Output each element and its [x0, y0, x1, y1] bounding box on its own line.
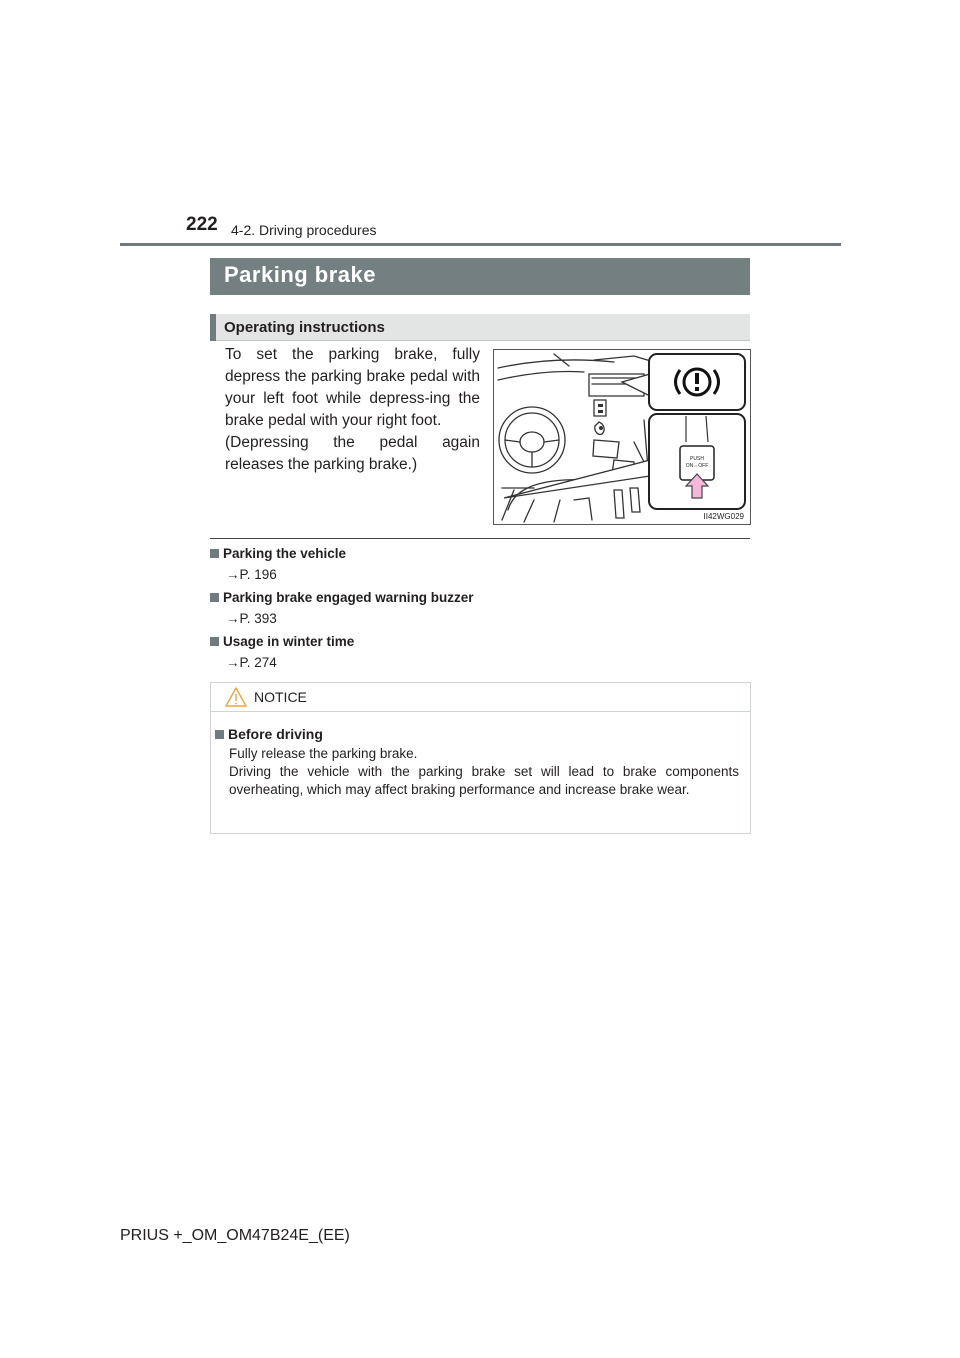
square-bullet-icon	[210, 593, 219, 602]
instruction-text	[225, 344, 480, 476]
figure-code: II42WG029	[703, 512, 744, 521]
note-heading-text: Parking the vehicle	[223, 546, 347, 561]
square-bullet-icon	[215, 730, 224, 739]
subheading-marker	[210, 314, 216, 341]
section-title-bar	[210, 258, 750, 295]
notice-divider	[211, 711, 750, 712]
square-bullet-icon	[210, 637, 219, 646]
notice-subheading	[215, 726, 323, 742]
notice-line: Driving the vehicle with the parking brake set will lead to brake components overheating, which may affect braking performance and increase brake wear.	[229, 764, 739, 797]
subheading: Operating instructions	[224, 319, 385, 336]
section-title: Parking brake	[224, 262, 377, 287]
pedal-label-push: PUSH	[690, 456, 704, 462]
pedal-label-onoff: ON⇔OFF	[685, 463, 709, 469]
header-rule	[120, 243, 841, 246]
notice-text	[229, 745, 739, 799]
dashboard-drawing	[494, 350, 750, 524]
note-heading-winter-usage	[210, 634, 354, 649]
note-ref-parking-vehicle[interactable]: →P. 196	[226, 567, 277, 582]
footer-document-code: PRIUS +_OM_OM47B24E_(EE)	[120, 1227, 350, 1244]
note-ref-warning-buzzer[interactable]: →P. 393	[226, 611, 277, 626]
warning-triangle-icon	[224, 686, 248, 708]
note-heading-text: Usage in winter time	[223, 634, 355, 649]
instruction-paragraph: To set the parking brake, fully depress the parking brake pedal with your left foot while depress-ing the brake pedal with your right foot.	[225, 346, 480, 429]
note-ref-winter-usage[interactable]: →P. 274	[226, 655, 277, 670]
breadcrumb: 4-2. Driving procedures	[231, 222, 377, 238]
page-number: 222	[186, 214, 218, 235]
subheading-bar	[210, 314, 750, 341]
note-heading-warning-buzzer	[210, 590, 474, 605]
section-divider	[210, 538, 750, 539]
square-bullet-icon	[210, 549, 219, 558]
note-heading-parking-vehicle	[210, 546, 346, 561]
parking-brake-illustration	[493, 349, 751, 525]
notice-label: NOTICE	[254, 689, 307, 705]
notice-line: Fully release the parking brake.	[229, 746, 418, 761]
instruction-release-paragraph: (Depressing the pedal again releases the parking brake.)	[225, 434, 480, 473]
note-heading-text: Parking brake engaged warning buzzer	[223, 590, 474, 605]
notice-subheading-text: Before driving	[228, 726, 323, 742]
